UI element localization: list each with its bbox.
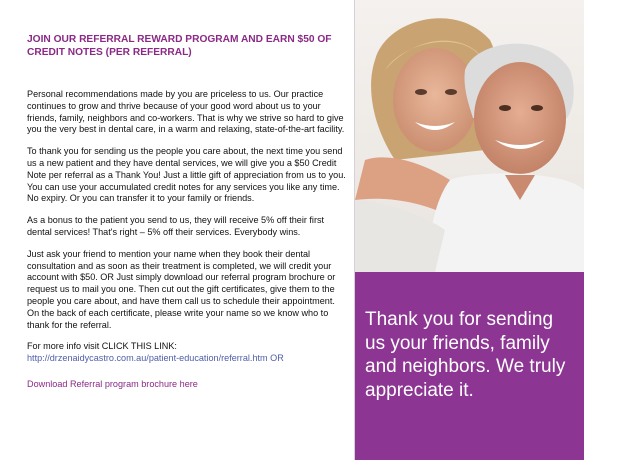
brochure-download-link[interactable]: Download Referral program brochure here	[27, 378, 198, 389]
couple-photo	[355, 0, 584, 272]
referral-heading: JOIN OUR REFERRAL REWARD PROGRAM AND EARN $50 OF CREDIT NOTES (PER REFERRAL)	[27, 34, 332, 58]
paragraph-instructions: Just ask your friend to mention your name when they book their dental consultation and as soon as their treatment is completed, we will credit your account with $50. OR Just simply download our referral program brochure or request us to mail you one. Then cut out the gift certificates, give them to the people you care about, and have them call us to schedule their appointment. On the back of each certificate, please write your name so we know who to thank for the referral.	[27, 248, 336, 330]
referral-content	[27, 33, 349, 391]
thank-you-panel	[355, 272, 584, 460]
more-info-block	[27, 341, 349, 365]
couple-photo-illustration	[355, 0, 584, 272]
thank-you-message: Thank you for sending us your friends, family and neighbors. We truly appreciate it.	[365, 309, 566, 401]
paragraph-recommendations: Personal recommendations made by you are priceless to us. Our practice continues to grow and thrive because of your good word about us to your friends, family, neighbors and co-workers. That is why we strive so hard to give you the very best in dental care, in a warm and relaxing, state-of-the-art facility.	[27, 89, 345, 135]
referral-page-link[interactable]: http://drzenaidycastro.com.au/patient-education/referral.htm OR	[27, 353, 284, 364]
paragraph-thank-you: To thank you for sending us the people you care about, the next time you send us a new patient and they have dental services, we will give you a $50 Credit Note per referral as a Thank You! Just a little gift of appreciation from us to you. You can use your accumulated credit notes for any services you like any time. No expiry. Or you can transfer it to your family or friends.	[27, 146, 346, 204]
more-info-text: For more info visit CLICK THIS LINK:	[27, 341, 177, 352]
promo-column	[355, 0, 584, 460]
paragraph-bonus: As a bonus to the patient you send to us, they will receive 5% off their first dental services! That's right – 5% off their services. Everybody wins.	[27, 215, 325, 237]
